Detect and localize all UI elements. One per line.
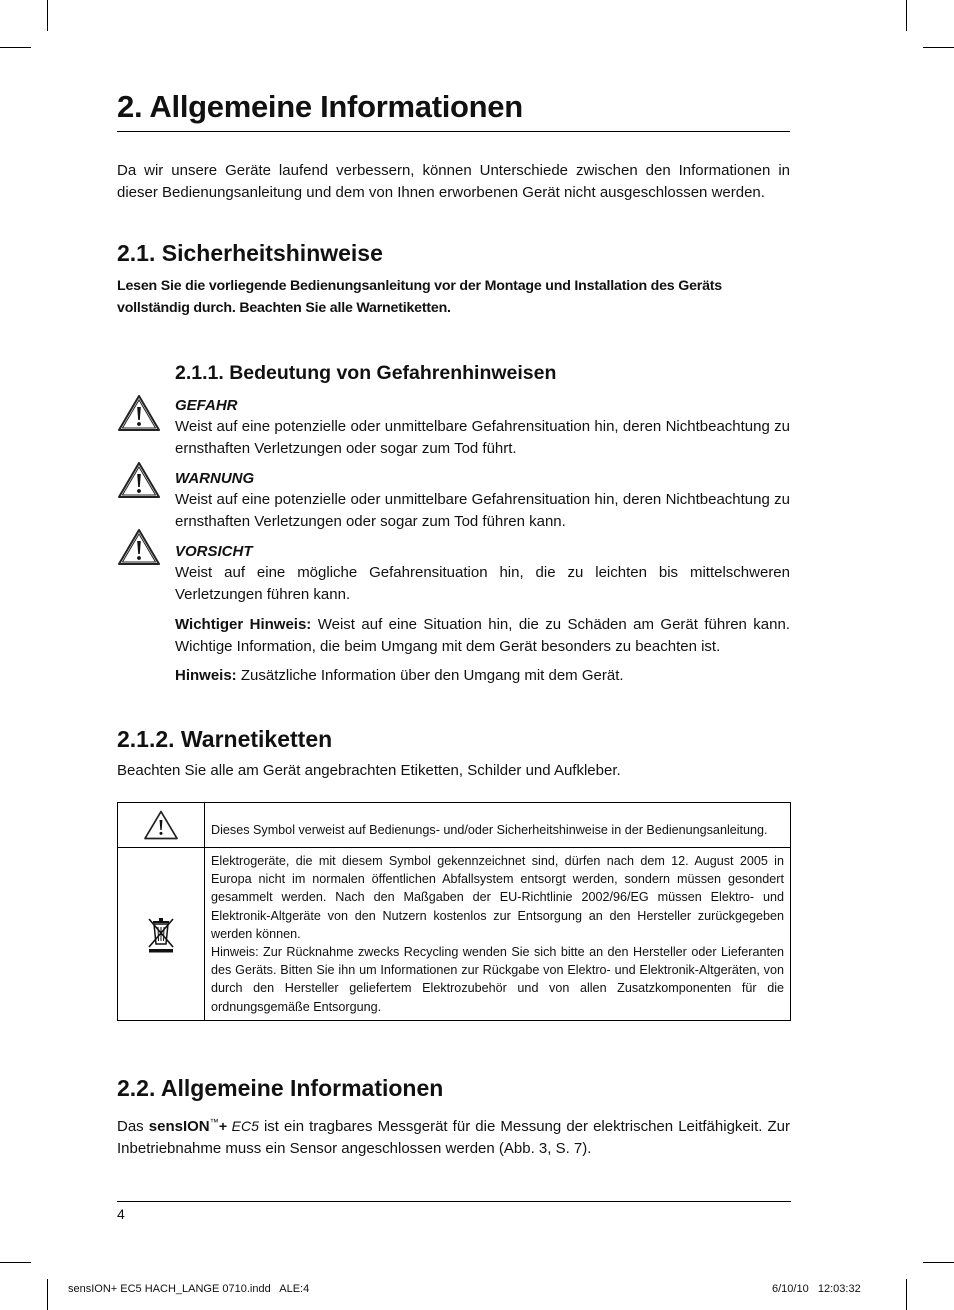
page-number: 4 (117, 1206, 125, 1222)
print-slug-left: sensION+ EC5 HACH_LANGE 0710.indd ALE:4 (68, 1283, 310, 1295)
crop-mark (906, 0, 907, 31)
disposal-note: Hinweis: Zur Rücknahme zwecks Recycling wenden Sie sich bitte an den Hersteller oder Lieferanten des Geräts. Bitten Sie ihn um Informationen zur Rückgabe von Elektro- und Elektronik-Altgeräten, von durch den Hersteller geliefertem Elektrozubehör und von allen Zusatzkomponenten für die ordnungsgemäße Entsorgung. (211, 945, 784, 1014)
table-cell-text: Dieses Symbol verweist auf Bedienungs- und/oder Sicherheitshinweise in der Bedienungsanleitung. (205, 803, 791, 848)
hazard-label: VORSICHT (175, 543, 253, 560)
general-text-suffix: ist ein tragbares Messgerät für die Messung der elektrischen Leitfähigkeit. Zur Inbetriebnahme muss ein Sensor angeschlossen werden (Abb. 3, S. 7). (117, 1118, 791, 1157)
warning-triangle-icon (142, 809, 180, 841)
table-cell-icon (118, 803, 205, 848)
hazard-warning (175, 469, 790, 533)
brand-name: sensION (148, 1118, 210, 1135)
hazard-text: Weist auf eine potenzielle oder unmittelbare Gefahrensituation hin, deren Nichtbeachtung zu ernsthaften Verletzungen oder sogar zum Tod führt. (175, 418, 790, 457)
warning-triangle-icon (117, 393, 161, 433)
intro-paragraph: Da wir unsere Geräte laufend verbessern, können Unterschiede zwischen den Informationen in dieser Bedienungsanleitung und dem von Ihnen erworbenen Gerät nicht ausgeschlossen werden. (117, 162, 790, 201)
section-heading-general: 2.2. Allgemeine Informationen (117, 1075, 444, 1101)
hazard-text: Weist auf eine mögliche Gefahrensituation hin, die zu leichten bis mittelschweren Verletzungen führen kann. (175, 564, 790, 603)
warning-labels-table (117, 802, 791, 1021)
important-note (175, 614, 790, 658)
crop-mark (47, 0, 48, 31)
general-paragraph (117, 1111, 790, 1160)
brand-model: EC5 (226, 1118, 259, 1134)
note-label: Hinweis: (175, 667, 237, 684)
labels-intro: Beachten Sie alle am Gerät angebrachten Etiketten, Schilder und Aufkleber. (117, 762, 621, 779)
note-text: Zusätzliche Information über den Umgang mit dem Gerät. (236, 667, 624, 684)
table-cell-icon (118, 848, 205, 1021)
hazard-danger (175, 396, 790, 460)
brand-trademark: ™ (209, 1117, 219, 1127)
safety-intro: Lesen Sie die vorliegende Bedienungsanleitung vor der Montage und Installation des Geräts vollständig durch. Beachten Sie alle Warnetiketten. (117, 278, 722, 316)
table-cell-text (205, 848, 791, 1021)
print-slug-right: 6/10/10 12:03:32 (772, 1283, 861, 1295)
disposal-text: Elektrogeräte, die mit diesem Symbol gekennzeichnet sind, dürfen nach dem 12. August 2005 in Europa nicht im normalen öffentlichen Abfallsystem entsorgt werden, sondern müssen gesondert gesammelt werden. Nach den Maßgaben der EU-Richtlinie 2002/96/EG müssen Elektro- und Elektronik-Altgeräte von den Nutzern kostenlos zur Entsorgung an den Hersteller zurückgegeben werden können. (211, 854, 784, 941)
crossed-bin-icon (143, 914, 179, 954)
hazard-text: Weist auf eine potenzielle oder unmittelbare Gefahrensituation hin, deren Nichtbeachtung zu ernsthaften Verletzungen oder sogar zum Tod führen kann. (175, 491, 790, 530)
crop-mark (47, 1279, 48, 1310)
general-note (175, 665, 790, 687)
table-row (118, 803, 791, 848)
brand-plus: + (218, 1118, 227, 1134)
hazard-label: GEFAHR (175, 397, 238, 414)
general-text-prefix: Das (117, 1118, 149, 1135)
warning-triangle-icon (117, 527, 161, 567)
crop-mark (923, 47, 954, 48)
important-note-text: Weist auf eine Situation hin, die zu Schäden am Gerät führen kann. Wichtige Information, die beim Umgang mit dem Gerät besonders zu beachten ist. (175, 616, 790, 655)
crop-mark (906, 1279, 907, 1310)
subsection-heading-hazards: 2.1.1. Bedeutung von Gefahrenhinweisen (175, 362, 557, 384)
important-note-label: Wichtiger Hinweis: (175, 616, 312, 633)
table-row (118, 848, 791, 1021)
page-title: 2. Allgemeine Informationen (117, 88, 790, 132)
warning-triangle-icon (117, 460, 161, 500)
footer-rule (117, 1201, 791, 1202)
hazard-label: WARNUNG (175, 470, 255, 487)
crop-mark (923, 1262, 954, 1263)
section-heading-labels: 2.1.2. Warnetiketten (117, 726, 333, 752)
crop-mark (0, 1262, 31, 1263)
section-heading-safety: 2.1. Sicherheitshinweise (117, 240, 383, 266)
hazard-caution (175, 542, 790, 606)
crop-mark (0, 47, 31, 48)
